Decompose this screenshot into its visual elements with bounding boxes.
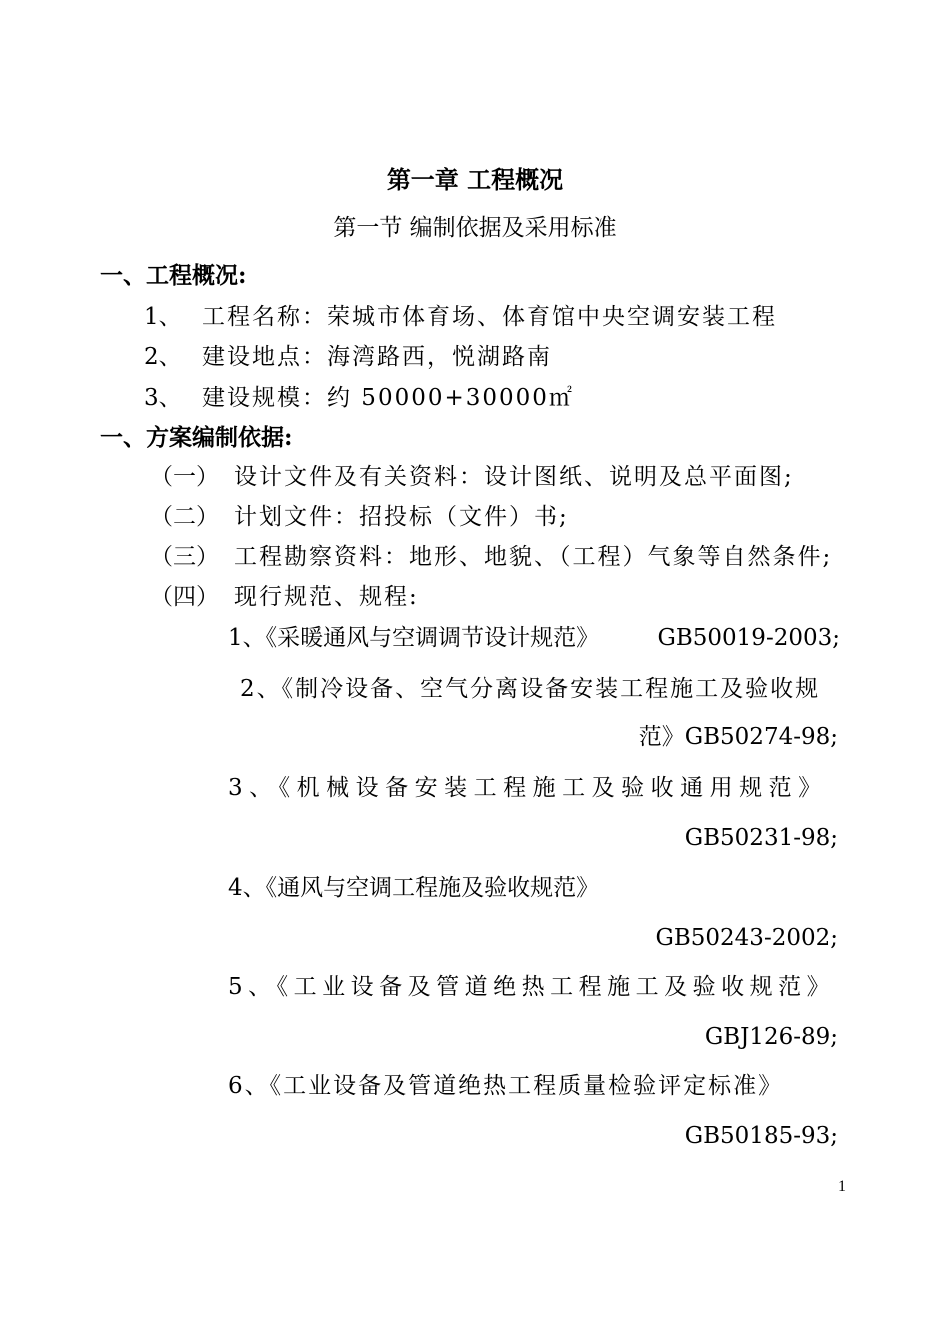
standard-title: 4、《通风与空调工程施及验收规范》: [228, 875, 600, 901]
item-text: 工程名称：荣城市体育场、体育馆中央空调安装工程: [202, 304, 777, 330]
item-number: （三）: [150, 544, 219, 570]
standard-title: 6、《工业设备及管道绝热工程质量检验评定标准》: [228, 1073, 784, 1099]
overview-item: [144, 342, 552, 372]
standard-code: GB50243-2002;: [655, 925, 838, 951]
item-number: （一）: [150, 464, 219, 490]
standard-code: GB50185-93;: [684, 1123, 838, 1149]
basis-item: [150, 502, 569, 532]
section-title: 第一节 编制依据及采用标准: [333, 215, 617, 241]
standard-title: 5、《工业设备及管道绝热工程施工及验收规范》: [228, 974, 836, 1000]
standard-code: GBJ126-89;: [704, 1024, 838, 1050]
overview-heading: 一、工程概况:: [100, 262, 247, 289]
item-number: 2、: [144, 344, 182, 370]
overview-item: [144, 302, 777, 332]
standard-title: 1、《采暖通风与空调调节设计规范》: [228, 625, 600, 651]
item-text: 设计文件及有关资料：设计图纸、说明及总平面图;: [234, 464, 794, 490]
chapter-title: 第一章 工程概况: [386, 165, 564, 194]
overview-item: [144, 383, 574, 413]
item-number: 3、: [144, 385, 182, 411]
standard-code: GB50231-98;: [684, 825, 838, 851]
item-text: 工程勘察资料：地形、地貌、（工程）气象等自然条件;: [234, 544, 833, 570]
standard-title: 3、《机械设备安装工程施工及验收通用规范》: [228, 775, 828, 801]
basis-item: [150, 462, 794, 492]
item-text: 计划文件：招投标（文件）书;: [234, 504, 569, 530]
standard-title: 2、《制冷设备、空气分离设备安装工程施工及验收规: [240, 676, 821, 702]
item-number: 1、: [144, 304, 182, 330]
basis-heading: 一、方案编制依据:: [100, 424, 293, 451]
item-number: （四）: [150, 584, 219, 610]
item-text: 建设地点：海湾路西，悦湖路南: [202, 344, 552, 370]
standard-title-continued: 范》GB50274-98;: [638, 724, 838, 750]
page-number: 1: [838, 1178, 846, 1195]
standard-code: GB50019-2003;: [657, 625, 840, 651]
item-text: 现行规范、规程:: [234, 584, 419, 610]
basis-item: [150, 542, 832, 572]
item-number: （二）: [150, 504, 219, 530]
basis-item: [150, 582, 419, 612]
item-text: 建设规模：约 50000+30000㎡: [202, 385, 574, 411]
